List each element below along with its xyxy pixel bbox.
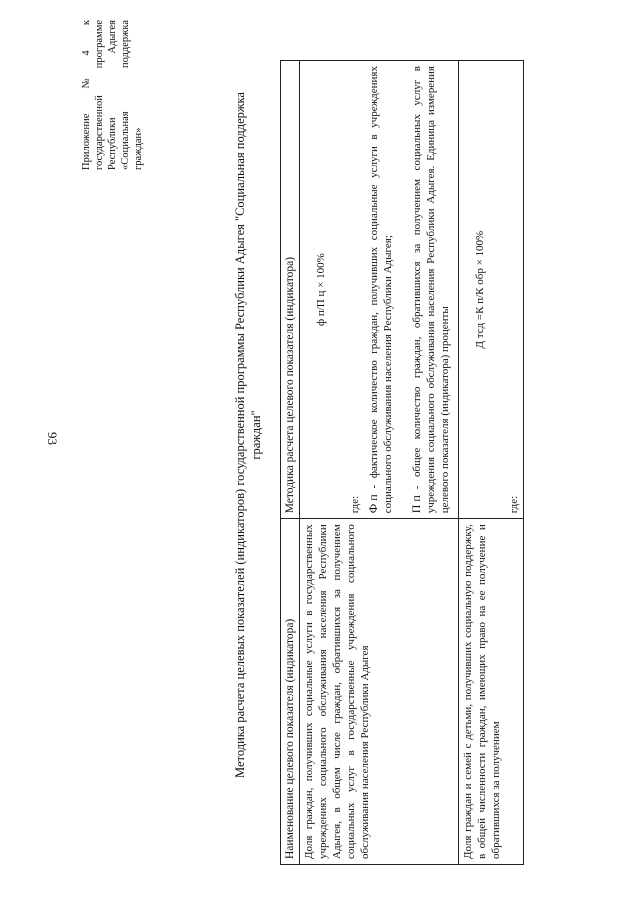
header-calc-method: Методика расчета целевого показателя (индикатора) — [281, 61, 300, 519]
definition-symbol: П п — [409, 495, 423, 514]
indicator-name-cell: Доля граждан и семей с детьми, получивших социальную поддержку, в общей численности граждан, имеющих право на ее получение и обратившихся за получением — [459, 519, 524, 865]
indicator-table — [280, 60, 524, 865]
definition-text: - общее количество граждан, обратившихся за получением социальных услуг в учреждения социального обслуживания населения Республики Адыгея. Единица измерения целевого показателя (индикатора) проценты — [411, 66, 451, 514]
definition-total — [409, 66, 452, 513]
calc-method-cell — [300, 61, 459, 519]
page-number: 93 — [45, 432, 60, 445]
definition-symbol: Ф п — [366, 494, 380, 514]
calc-method-cell — [459, 61, 524, 519]
table-row — [459, 61, 524, 865]
where-label: где: — [349, 495, 361, 514]
formula: Д тсд =К п/К обр × 100% — [474, 230, 486, 349]
formula: ф п/П ц × 100% — [315, 253, 327, 327]
definition-text: - фактическое количество граждан, получивших социальные услуги в учреждениях социального обслуживания населения Республики Адыгея; — [368, 66, 394, 514]
where-label: где: — [508, 495, 520, 514]
table-header-row — [281, 61, 300, 865]
table-row — [300, 61, 459, 865]
definition-fact — [366, 66, 395, 513]
indicator-name-cell: Доля граждан, получивших социальные услуги в государственных учреждениях социального обслуживания населения Республики Адыгея, в общем числе граждан, обратившихся за получением социальных услуг в государственные учреждения социального обслуживания населения Республики Адыгея — [300, 519, 459, 865]
appendix-note: Приложение №4 к государственной программе Республики Адыгея «Социальная поддержка граждан» — [81, 20, 144, 170]
header-indicator-name: Наименование целевого показателя (индикатора) — [281, 519, 300, 865]
document-title: Методика расчета целевых показателей (индикаторов) государственной программы Республики Адыгея "Социальная поддержка граждан" — [233, 92, 263, 778]
